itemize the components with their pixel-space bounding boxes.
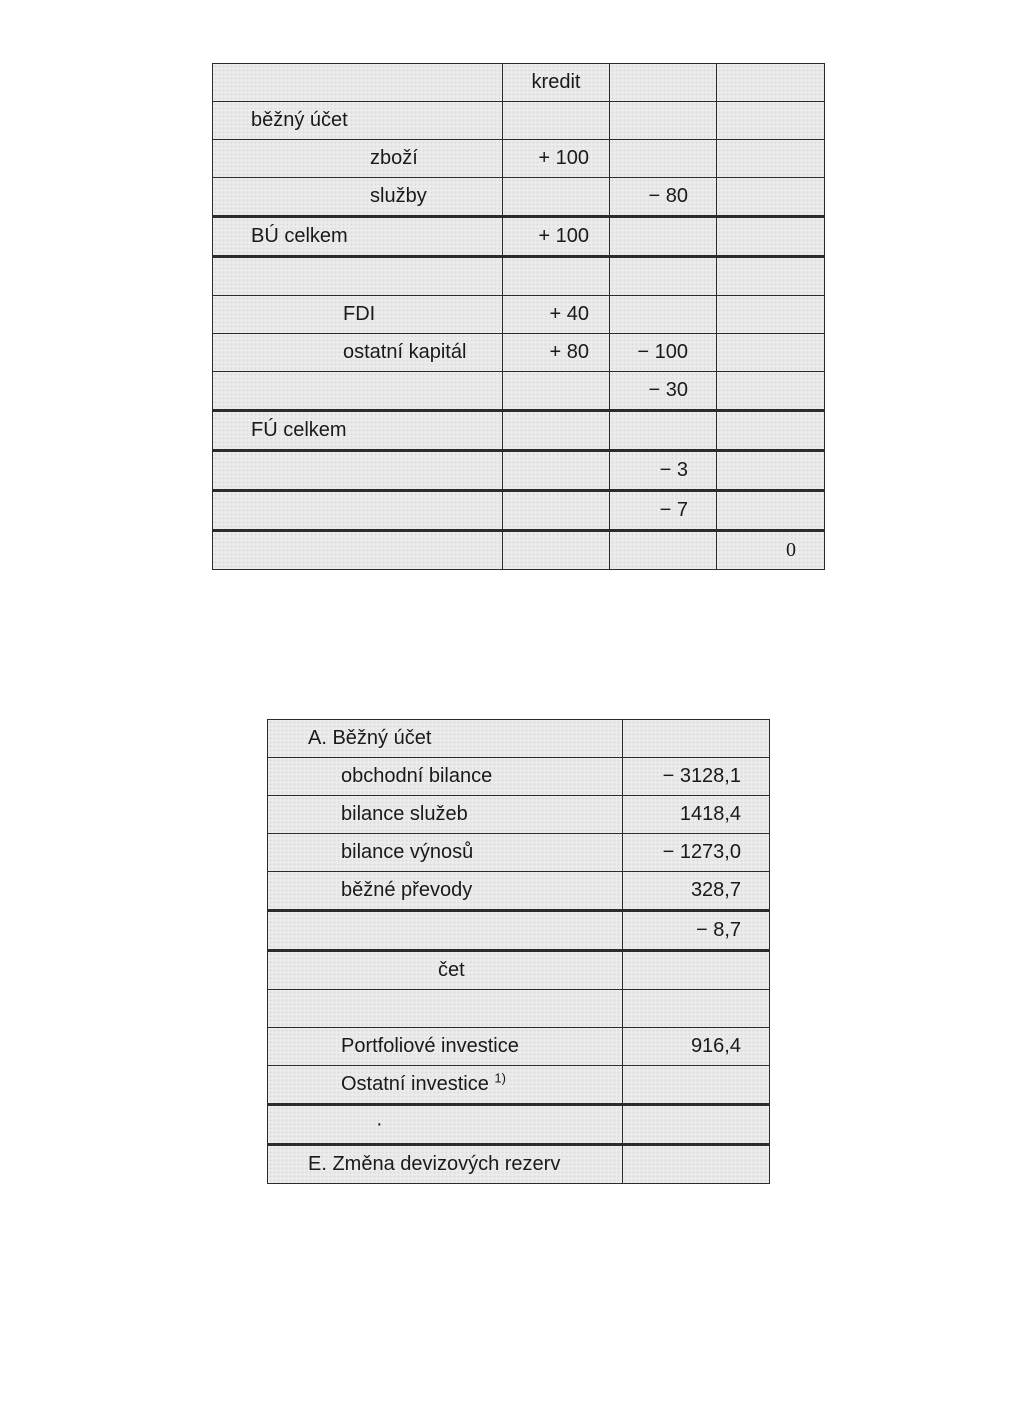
table-row [213,178,825,217]
row-label [213,531,503,570]
balance-of-payments-table [267,719,770,1184]
table-row [268,911,770,951]
row-label: FÚ celkem [213,411,503,451]
debit-value: − 7 [610,491,717,531]
table-row [213,411,825,451]
table-row [213,217,825,257]
table-row [213,296,825,334]
debit-value: − 3 [610,451,717,491]
table-row [268,720,770,758]
row-value: − 3128,1 [623,758,770,796]
row-label: FDI [213,296,503,334]
balance-value: 0 [717,531,825,570]
table-row [268,1105,770,1145]
row-label: ostatní kapitál [213,334,503,372]
row-value: 328,7 [623,872,770,911]
table-header-row [213,64,825,102]
credit-value: + 100 [503,140,610,178]
credit-value: + 80 [503,334,610,372]
row-label-with-footnote [268,1066,623,1105]
debit-value: − 100 [610,334,717,372]
table-row [268,951,770,990]
row-label [213,451,503,491]
table-row [213,531,825,570]
footnote-marker: 1) [494,1070,506,1086]
row-label [213,491,503,531]
row-label [268,990,623,1028]
table-row [268,796,770,834]
table-row [268,1066,770,1105]
row-label: E. Změna devizových rezerv [268,1145,623,1184]
table-row [213,102,825,140]
row-value [623,720,770,758]
row-label: obchodní bilance [268,758,623,796]
row-value: 1418,4 [623,796,770,834]
row-value: 916,4 [623,1028,770,1066]
row-value [623,1145,770,1184]
row-label [213,257,503,296]
table-row [268,758,770,796]
table-row [268,1028,770,1066]
table-row [213,140,825,178]
header-cell [717,64,825,102]
row-label: služby [213,178,503,217]
debit-value: − 30 [610,372,717,411]
row-value [623,1066,770,1105]
row-value [623,990,770,1028]
row-value: − 1273,0 [623,834,770,872]
table-row [213,334,825,372]
row-value [623,951,770,990]
credit-value: + 100 [503,217,610,257]
row-label [213,372,503,411]
row-label: · [268,1105,623,1145]
table-row [268,834,770,872]
row-value [623,1105,770,1145]
row-label: bilance výnosů [268,834,623,872]
row-value: − 8,7 [623,911,770,951]
table-row [213,491,825,531]
row-label: Portfoliové investice [268,1028,623,1066]
table-row [268,1145,770,1184]
header-cell [213,64,503,102]
table-row [213,451,825,491]
row-label: Ostatní investice [341,1073,489,1095]
row-label: běžné převody [268,872,623,911]
row-label: BÚ celkem [213,217,503,257]
row-label: běžný účet [213,102,503,140]
debit-value: − 80 [610,178,717,217]
row-label [268,911,623,951]
row-label: bilance služeb [268,796,623,834]
row-label: čet [268,951,623,990]
header-cell [610,64,717,102]
row-label: A. Běžný účet [268,720,623,758]
row-label: zboží [213,140,503,178]
table-row [268,990,770,1028]
table-row [213,372,825,411]
balance-table-simplified [212,63,825,570]
table-row [268,872,770,911]
header-credit: kredit [503,64,610,102]
credit-value: + 40 [503,296,610,334]
table-row [213,257,825,296]
